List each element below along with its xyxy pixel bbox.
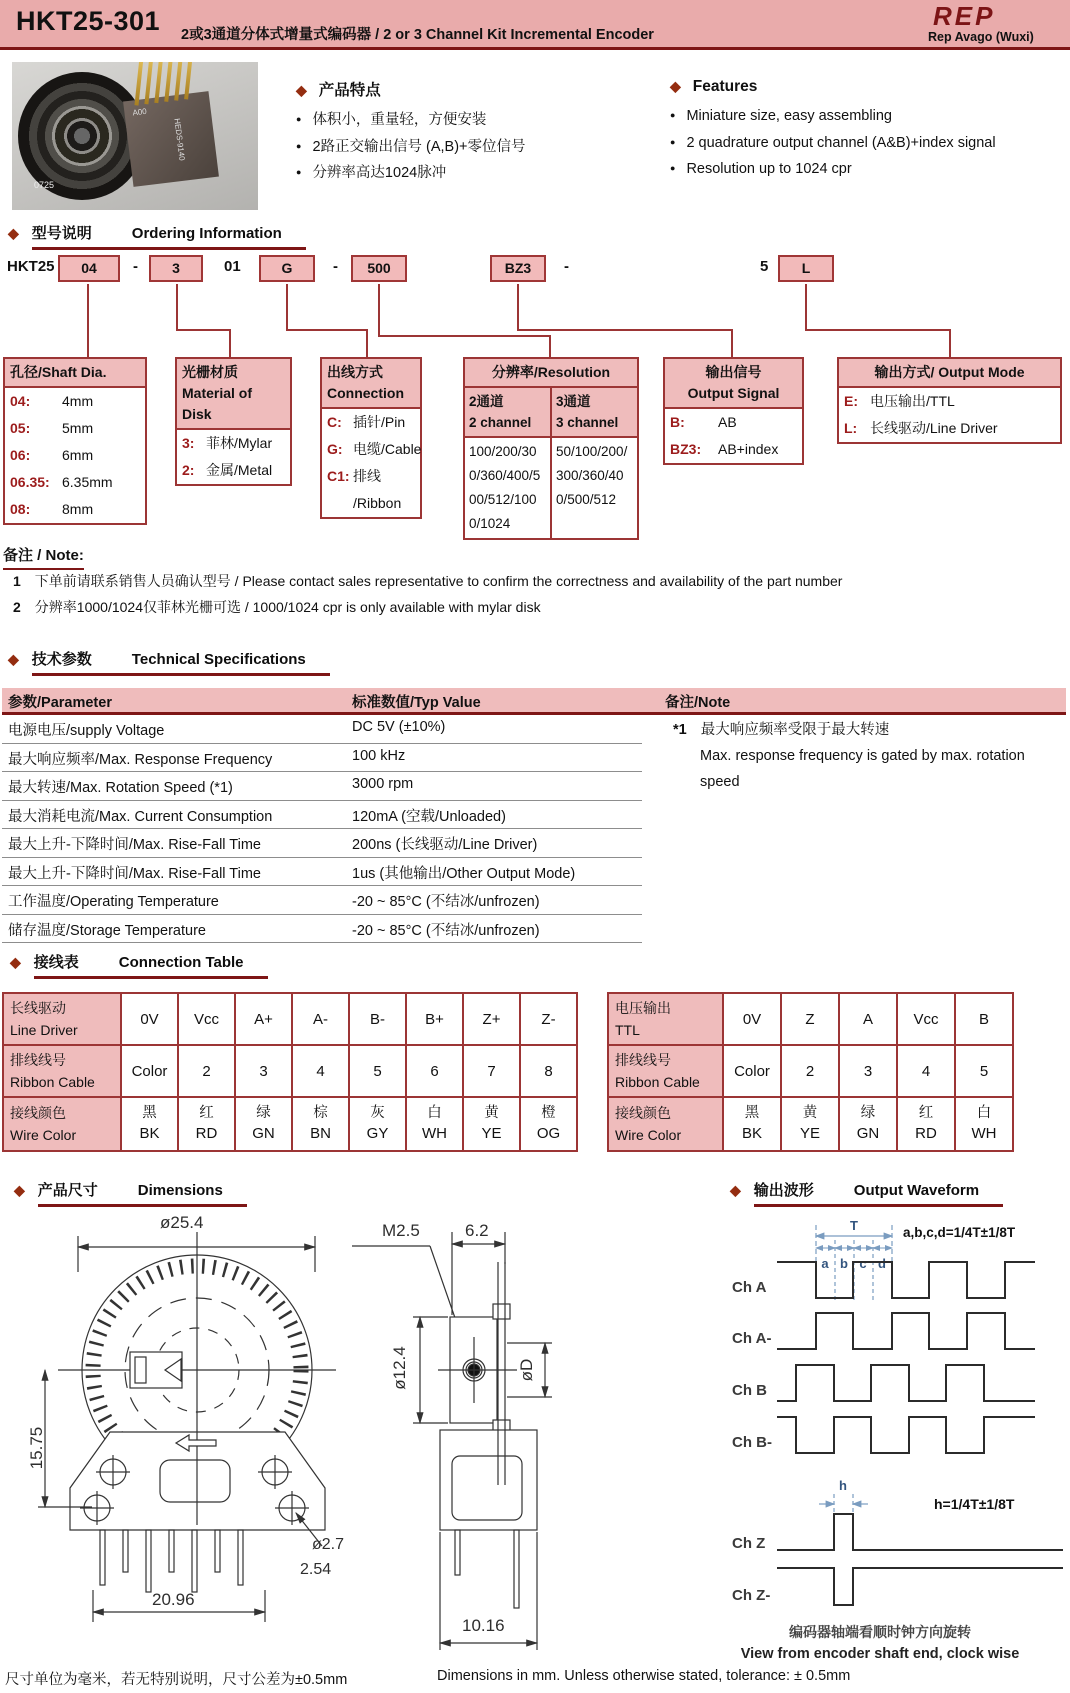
table-row: 04: 4mm: [10, 393, 94, 409]
note-title: 备注 / Note:: [3, 544, 84, 570]
wire-color-cell: 绿 GN: [235, 1097, 292, 1151]
table-header: 输出信号 Output Signal: [665, 359, 802, 409]
abcd-equation: a,b,c,d=1/4T±1/8T: [903, 1225, 1016, 1240]
signal-cell: Vcc: [897, 993, 955, 1045]
ch-b-trace: [777, 1365, 1035, 1401]
order-code-connection: G: [259, 255, 315, 282]
diamond-icon: ◆: [730, 1182, 741, 1198]
signal-cell: B-: [349, 993, 406, 1045]
col-parameter: 参数/Parameter: [8, 695, 112, 711]
table-row: 2: 金属/Metal: [182, 462, 273, 478]
table-row: [608, 1097, 1013, 1151]
output-waveform-diagram: [670, 1180, 1070, 1693]
ch-b-inv-trace: [777, 1417, 1035, 1453]
table-subheader: [465, 388, 637, 438]
table-row: 06.35: 6.35mm: [10, 474, 113, 490]
order-fixed: 5: [760, 258, 769, 275]
quarter-c-label: c: [859, 1256, 867, 1271]
wire-color-cell: 白 WH: [406, 1097, 463, 1151]
order-code-mode: L: [778, 255, 834, 282]
features-cn: [296, 78, 636, 187]
pin-image: [144, 62, 153, 104]
wire-number-cell: 2: [178, 1045, 235, 1097]
wire-number-cell: Color: [723, 1045, 781, 1097]
row-label: 排线线号 Ribbon Cable: [3, 1045, 121, 1097]
dim-screw: M2.5: [382, 1221, 420, 1240]
footer-note-en: Dimensions in mm. Unless otherwise stated, tolerance: ± 0.5mm: [437, 1668, 851, 1684]
signal-cell: Vcc: [178, 993, 235, 1045]
table-header: 分辨率/Resolution: [465, 359, 637, 388]
wire-number-cell: 6: [406, 1045, 463, 1097]
table-row: 3: 菲林/Mylar: [182, 435, 273, 451]
bullet-icon: ●: [670, 163, 676, 173]
row-label: 电压输出 TTL: [608, 993, 723, 1045]
col-typ-value: 标准数值/Typ Value: [352, 695, 481, 711]
feature-item: ● 2路正交输出信号 (A,B)+零位信号: [296, 138, 526, 155]
wire-number-cell: 3: [839, 1045, 897, 1097]
diamond-icon: ◆: [296, 82, 307, 98]
specs-rows: [2, 715, 642, 943]
dim-depth: 6.2: [465, 1221, 489, 1240]
ordering-section-title: ◆ 型号说明 Ordering Information: [8, 222, 306, 250]
channel-label: Ch B-: [732, 1434, 772, 1451]
specs-section-title: ◆ 技术参数 Technical Specifications: [8, 648, 330, 676]
table-body: [465, 438, 637, 538]
signal-cell: Z-: [520, 993, 577, 1045]
feature-item: ● Miniature size, easy assembling: [670, 108, 892, 124]
dim-pin-pitch: 2.54: [300, 1561, 332, 1578]
ch-z-inv-trace: [777, 1568, 1063, 1605]
row-label: 接线颜色 Wire Color: [608, 1097, 723, 1151]
spec-row: 最大上升-下降时间/Max. Rise-Fall Time 200ns (长线驱动/Line Driver): [2, 829, 642, 858]
resolution-3ch-values: 50/100/200/300/360/400/500/512: [550, 438, 637, 538]
signal-cell: A: [839, 993, 897, 1045]
table-row: 08: 8mm: [10, 501, 94, 517]
table-row: 05: 5mm: [10, 420, 94, 436]
bullet-icon: ●: [296, 140, 302, 151]
order-code-signal: BZ3: [490, 255, 546, 282]
signal-cell: Z: [781, 993, 839, 1045]
product-photo: [12, 62, 258, 210]
shaft-dia-table: [3, 357, 147, 525]
dimensions-section-title: ◆ 产品尺寸 Dimensions: [14, 1179, 247, 1207]
channel-label: Ch A-: [732, 1330, 772, 1347]
dim-height: 15.75: [27, 1426, 46, 1470]
order-code-shaft: 04: [58, 255, 120, 282]
diamond-icon: ◆: [8, 225, 19, 241]
feature-item: ● Resolution up to 1024 cpr: [670, 161, 852, 177]
specs-header-row: [2, 688, 1066, 715]
wire-number-cell: Color: [121, 1045, 178, 1097]
channel-label: Ch Z: [732, 1535, 766, 1552]
table-header: 出线方式 Connection: [322, 359, 420, 409]
order-fixed: 01: [224, 258, 241, 275]
row-label: 接线颜色 Wire Color: [3, 1097, 121, 1151]
order-dash: -: [333, 258, 338, 275]
pin-image: [134, 62, 143, 106]
signal-cell: Z+: [463, 993, 520, 1045]
spec-row: 最大上升-下降时间/Max. Rise-Fall Time 1us (其他输出/Other Output Mode): [2, 858, 642, 887]
diamond-icon: ◆: [670, 78, 681, 94]
spec-row: 电源电压/supply Voltage DC 5V (±10%): [2, 715, 642, 744]
channel-label: Ch Z-: [732, 1587, 771, 1604]
bullet-icon: ●: [670, 110, 676, 120]
channel-label: Ch A: [732, 1279, 767, 1296]
wire-color-cell: 棕 BN: [292, 1097, 349, 1151]
connection-type-table: [320, 357, 422, 519]
dim-disk-diameter: ø25.4: [160, 1213, 204, 1232]
table-header: 光栅材质 Material of Disk: [177, 359, 290, 430]
table-row: G: 电缆/Cable: [327, 441, 422, 457]
bullet-icon: ●: [296, 167, 302, 177]
photo-label: A00: [131, 106, 148, 118]
diamond-icon: ◆: [14, 1182, 25, 1198]
signal-cell: B: [955, 993, 1013, 1045]
row-label: 排线线号 Ribbon Cable: [608, 1045, 723, 1097]
wire-number-cell: 5: [955, 1045, 1013, 1097]
pin-image: [174, 62, 183, 101]
order-dash: -: [564, 258, 569, 275]
wire-color-cell: 黑 BK: [723, 1097, 781, 1151]
table-row: C: 插针/Pin: [327, 414, 406, 430]
feature-item: ● 体积小，重量轻，方便安装: [296, 112, 487, 128]
table-row: L: 长线驱动/Line Driver: [844, 420, 998, 436]
spec-row: 最大消耗电流/Max. Current Consumption 120mA (空载/Unloaded): [2, 801, 642, 830]
dim-body-width: 10.16: [462, 1616, 505, 1635]
disk-material-table: [175, 357, 292, 486]
order-dash: -: [133, 258, 138, 275]
order-code-disk: 3: [149, 255, 203, 282]
footer-note-cn: 尺寸单位为毫米，若无特别说明，尺寸公差为±0.5mm: [5, 1672, 348, 1688]
specs-note: *1 最大响应频率受限于最大转速 Max. response frequency is gated by max. rotation speed: [673, 722, 1025, 790]
features-en: [670, 78, 1060, 183]
ordering-code-row: [0, 255, 1070, 285]
wire-number-cell: 4: [292, 1045, 349, 1097]
order-code-resolution: 500: [351, 255, 407, 282]
resolution-table: [463, 357, 639, 540]
wire-color-cell: 灰 GY: [349, 1097, 406, 1151]
wire-color-cell: 黄 YE: [781, 1097, 839, 1151]
page-header: [0, 0, 1070, 50]
signal-cell: A+: [235, 993, 292, 1045]
waveform-caption-en: View from encoder shaft end, clock wise: [740, 1646, 1020, 1662]
table-row: [3, 993, 577, 1045]
h-label: h: [839, 1478, 847, 1493]
table-row: [3, 1097, 577, 1151]
table-row: [3, 1045, 577, 1097]
table-row: /Ribbon: [353, 495, 402, 511]
table-row: B: AB: [670, 414, 737, 430]
photo-label: HEDS-9140: [172, 117, 187, 162]
channel-label: Ch B: [732, 1382, 767, 1399]
dim-base-width: 20.96: [152, 1590, 195, 1609]
dim-shaft-diameter: øD: [517, 1358, 536, 1382]
ch-z-trace: [777, 1514, 1063, 1550]
signal-cell: B+: [406, 993, 463, 1045]
waveform-section-title: ◆ 输出波形 Output Waveform: [730, 1179, 1003, 1207]
ttl-connection-table: [607, 992, 1014, 1152]
feature-item: ● 分辨率高达1024脉冲: [296, 165, 447, 181]
diamond-icon: ◆: [8, 651, 19, 667]
table-header: 输出方式/ Output Mode: [839, 359, 1060, 388]
encoder-module-image: [123, 91, 219, 187]
output-signal-table: [663, 357, 804, 465]
note-item-2: 2 分辨率1000/1024仅菲林光栅可选 / 1000/1024 cpr is only available with mylar disk: [13, 599, 541, 615]
ch-a-inv-trace: [777, 1313, 1035, 1349]
waveform-caption-cn: 编码器轴端看顺时钟方向旋转: [789, 1624, 971, 1640]
quarter-a-label: a: [821, 1256, 829, 1271]
signal-cell: 0V: [723, 993, 781, 1045]
resolution-2ch-values: 100/200/300/360/400/500/512/1000/1024: [469, 444, 541, 531]
wire-color-cell: 黄 YE: [463, 1097, 520, 1151]
wire-color-cell: 白 WH: [955, 1097, 1013, 1151]
features-en-title: ◆ Features: [670, 78, 758, 95]
wire-number-cell: 2: [781, 1045, 839, 1097]
signal-cell: A-: [292, 993, 349, 1045]
wire-color-cell: 橙 OG: [520, 1097, 577, 1151]
brand-name: Rep Avago (Wuxi): [928, 30, 1034, 44]
line-driver-connection-table: [2, 992, 578, 1152]
product-subtitle: 2或3通道分体式增量式编码器 / 2 or 3 Channel Kit Incremental Encoder: [181, 27, 654, 43]
signal-cell: 0V: [121, 993, 178, 1045]
table-row: [608, 1045, 1013, 1097]
pin-image: [154, 62, 163, 103]
bullet-icon: ●: [296, 114, 302, 124]
row-label: 长线驱动 Line Driver: [3, 993, 121, 1045]
wire-number-cell: 3: [235, 1045, 292, 1097]
diamond-icon: ◆: [10, 954, 21, 970]
output-mode-table: [837, 357, 1062, 444]
table-row: E: 电压输出/TTL: [844, 393, 955, 409]
wire-number-cell: 5: [349, 1045, 406, 1097]
photo-label: 0725: [34, 180, 55, 190]
note-item-1: 1 下单前请联系销售人员确认型号 / Please contact sales representative to confirm the correctness and availability of the part number: [13, 573, 843, 589]
table-row: 06: 6mm: [10, 447, 94, 463]
table-header: 孔径/Shaft Dia.: [5, 359, 145, 388]
feature-item: ● 2 quadrature output channel (A&B)+index signal: [670, 134, 996, 151]
wire-color-cell: 黑 BK: [121, 1097, 178, 1151]
quarter-b-label: b: [840, 1256, 848, 1271]
wire-color-cell: 红 RD: [897, 1097, 955, 1151]
col-3channel: 3通道 3 channel: [550, 388, 637, 436]
h-equation: h=1/4T±1/8T: [934, 1496, 1015, 1512]
bullet-icon: ●: [670, 136, 676, 147]
dim-hub-diameter: ø12.4: [390, 1346, 409, 1390]
order-prefix: HKT25: [7, 258, 55, 275]
quarter-d-label: d: [878, 1256, 886, 1271]
features-cn-title: ◆ 产品特点: [296, 82, 381, 99]
ordering-connector-lines: [0, 284, 1070, 360]
spec-row: 工作温度/Operating Temperature -20 ~ 85°C (不结冰/unfrozen): [2, 886, 642, 915]
col-2channel: 2通道 2 channel: [469, 394, 532, 430]
wire-number-cell: 8: [520, 1045, 577, 1097]
spec-row: 储存温度/Storage Temperature -20 ~ 85°C (不结冰/unfrozen): [2, 915, 642, 944]
col-note: 备注/Note: [665, 695, 731, 711]
pin-image: [164, 62, 173, 102]
spec-row: 最大转速/Max. Rotation Speed (*1) 3000 rpm: [2, 772, 642, 801]
table-row: C1: 排线: [327, 468, 381, 484]
t-label: T: [850, 1218, 858, 1233]
spec-row: 最大响应频率/Max. Response Frequency 100 kHz: [2, 744, 642, 773]
wire-color-cell: 绿 GN: [839, 1097, 897, 1151]
pin-image: [184, 62, 193, 99]
dimension-drawings: [0, 1180, 670, 1693]
wire-color-cell: 红 RD: [178, 1097, 235, 1151]
table-row: [608, 993, 1013, 1045]
ch-a-trace: [777, 1262, 1035, 1298]
table-row: BZ3: AB+index: [670, 441, 779, 457]
connection-section-title: ◆ 接线表 Connection Table: [10, 951, 268, 979]
brand-logo: REP: [933, 1, 996, 31]
product-model: HKT25-301: [16, 6, 161, 36]
wire-number-cell: 7: [463, 1045, 520, 1097]
dim-pin-diameter: ø2.7: [312, 1536, 345, 1553]
wire-number-cell: 4: [897, 1045, 955, 1097]
